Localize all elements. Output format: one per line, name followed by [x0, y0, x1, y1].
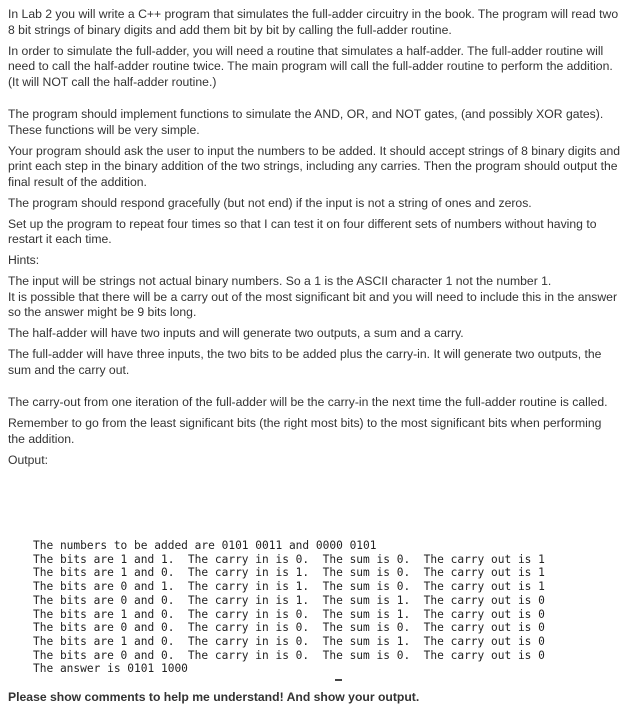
error-handling-requirement: The program should respond gracefully (but not end) if the input is not a string of ones and zeros.: [8, 195, 532, 210]
output-line: The bits are 1 and 1. The carry in is 0. The sum is 0. The carry out is 1: [33, 552, 545, 566]
output-line: The bits are 0 and 0. The carry in is 0. The sum is 0. The carry out is 0: [33, 648, 545, 662]
output-line: The bits are 1 and 0. The carry in is 0. The sum is 1. The carry out is 0: [33, 607, 545, 621]
output-heading: Output:: [8, 452, 48, 467]
hint-bit-order: Remember to go from the least significant bits (the right most bits) to the most significant bits when performing the addition.: [8, 416, 602, 446]
output-line: The bits are 0 and 1. The carry in is 1. The sum is 0. The carry out is 1: [33, 580, 545, 594]
comment-request: Please show comments to help me understand! And show your output.: [8, 690, 420, 704]
hint-input-strings-line-2: It is possible that there will be a carry out of the most significant bit and you will need to include this in the answer so the answer might be 9 bits long.: [8, 289, 618, 319]
output-line: The bits are 0 and 0. The carry in is 0. The sum is 0. The carry out is 0: [33, 621, 545, 635]
intro-paragraph-1: In Lab 2 you will write a C++ program that simulates the full-adder circuitry in the book. The program will read two 8 bit strings of binary digits and add them bit by bit by calling the full-adder routine.: [8, 7, 619, 37]
output-line: The bits are 1 and 0. The carry in is 1. The sum is 0. The carry out is 1: [33, 566, 545, 580]
repeat-requirement: Set up the program to repeat four times so that I can test it on four different sets of numbers without having to restart it each time.: [8, 216, 597, 246]
input-requirement: Your program should ask the user to input the numbers to be added. It should accept strings of 8 binary digits and print each step in the binary addition of the two strings, including any carries. Then the program should output the final result of the addition.: [8, 143, 621, 189]
intro-paragraph-2: In order to simulate the full-adder, you will need a routine that simulates a half-adder. The full-adder routine will need to call the half-adder routine twice. The main program will call the full-adder routine to perform the addition. (It will NOT call the half-adder routine.): [8, 43, 613, 89]
output-line: The answer is 0101 1000: [33, 662, 188, 676]
output-line: The numbers to be added are 0101 0011 and 0000 0101: [33, 539, 377, 552]
output-line: The bits are 0 and 0. The carry in is 1. The sum is 1. The carry out is 0: [33, 593, 545, 607]
text-cursor: [335, 679, 342, 681]
hint-full-adder: The full-adder will have three inputs, the two bits to be added plus the carry-in. It will generate two outputs, the sum and the carry out.: [8, 347, 602, 377]
hint-half-adder: The half-adder will have two inputs and will generate two outputs, a sum and a carry.: [8, 326, 464, 340]
assignment-text: [8, 7, 620, 474]
hint-input-strings: [8, 274, 620, 321]
hint-input-strings-line-1: The input will be strings not actual binary numbers. So a 1 is the ASCII character 1 not the number 1.: [8, 274, 552, 288]
sample-output: [33, 539, 545, 676]
hint-carry-out: The carry-out from one iteration of the full-adder will be the carry-in the next time the full-adder routine is called.: [8, 395, 608, 409]
gates-requirement: The program should implement functions to simulate the AND, OR, and NOT gates, (and possibly XOR gates). These functions will be very simple.: [8, 107, 604, 137]
hints-heading: Hints:: [8, 253, 40, 267]
output-line: The bits are 1 and 0. The carry in is 0. The sum is 1. The carry out is 0: [33, 634, 545, 648]
